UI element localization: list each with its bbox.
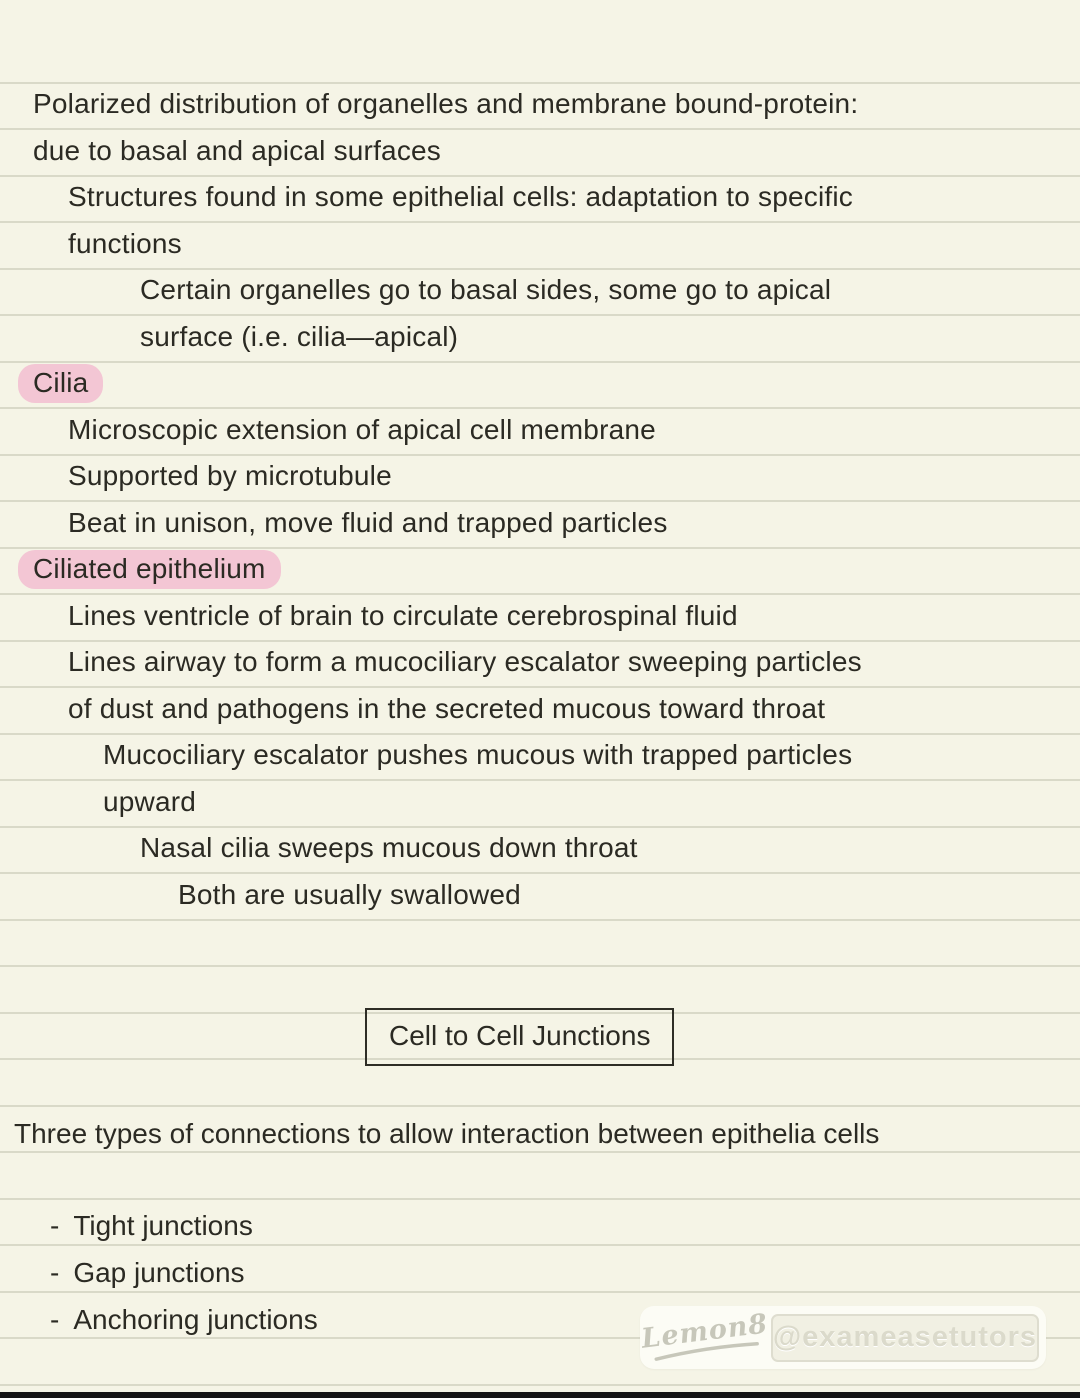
- note-text: Supported by microtubule: [68, 460, 392, 491]
- note-text: upward: [103, 785, 197, 817]
- lemon8-logo: [638, 1308, 772, 1364]
- note-text: Certain organelles go to basal sides, some go to apical: [140, 274, 832, 305]
- note-line: [33, 85, 858, 123]
- note-line: [68, 225, 182, 263]
- note-line: [140, 271, 831, 309]
- note-line: [178, 876, 521, 914]
- note-text: Structures found in some epithelial cells: adaptation to specific: [68, 181, 853, 212]
- highlighted-term: Cilia: [18, 364, 103, 403]
- note-line: [68, 690, 825, 728]
- bullet-dash: -: [50, 1210, 60, 1241]
- bullet-text: Gap junctions: [73, 1257, 245, 1288]
- note-text: Lines ventricle of brain to circulate cerebrospinal fluid: [68, 599, 738, 631]
- note-line: [140, 318, 458, 356]
- note-line: [140, 829, 638, 867]
- note-text: Polarized distribution of organelles and membrane bound-protein:: [33, 88, 859, 119]
- note-line: [33, 550, 281, 588]
- bullet-item: [50, 1210, 253, 1242]
- cell-junctions-title: Cell to Cell Junctions: [389, 1020, 651, 1051]
- junctions-intro: Three types of connections to allow interaction between epithelia cells: [14, 1118, 880, 1149]
- note-text: Lines airway to form a mucociliary escalator sweeping particles: [68, 646, 862, 677]
- note-line: [68, 504, 668, 542]
- note-line: [68, 643, 862, 681]
- watermark-handle: @exameasetutors: [772, 1321, 1037, 1353]
- bullet-item: [50, 1257, 245, 1289]
- bullet-dash: -: [50, 1304, 60, 1335]
- note-text: Nasal cilia sweeps mucous down throat: [140, 832, 638, 863]
- lemon8-logo-text: Lemon8: [639, 1308, 770, 1355]
- note-text: of dust and pathogens in the secreted mucous toward throat: [68, 692, 826, 724]
- note-line: [68, 411, 656, 449]
- note-line: [103, 736, 852, 774]
- note-line: [33, 364, 103, 402]
- bullet-text: Tight junctions: [73, 1210, 253, 1241]
- bullet-item: [50, 1304, 318, 1336]
- note-text: Beat in unison, move fluid and trapped particles: [68, 506, 668, 538]
- highlighted-term: Ciliated epithelium: [18, 550, 281, 589]
- bullet-text: Anchoring junctions: [73, 1304, 318, 1335]
- note-line: [33, 132, 441, 170]
- note-text: Microscopic extension of apical cell membrane: [68, 413, 656, 445]
- bullet-dash: -: [50, 1257, 60, 1288]
- note-line: [68, 178, 853, 216]
- note-line: [103, 783, 196, 821]
- note-text: due to basal and apical surfaces: [33, 134, 441, 166]
- note-line: [68, 597, 738, 635]
- watermark: [640, 1306, 1046, 1369]
- watermark-handle-badge: [771, 1314, 1039, 1362]
- note-text: Mucociliary escalator pushes mucous with trapped particles: [103, 739, 853, 770]
- note-text: Both are usually swallowed: [178, 878, 521, 910]
- cell-junctions-title-box: [365, 1008, 674, 1066]
- note-line: [68, 457, 392, 495]
- note-text: surface (i.e. cilia—apical): [140, 320, 459, 352]
- bottom-bar: [0, 1392, 1080, 1398]
- note-text: functions: [68, 227, 182, 259]
